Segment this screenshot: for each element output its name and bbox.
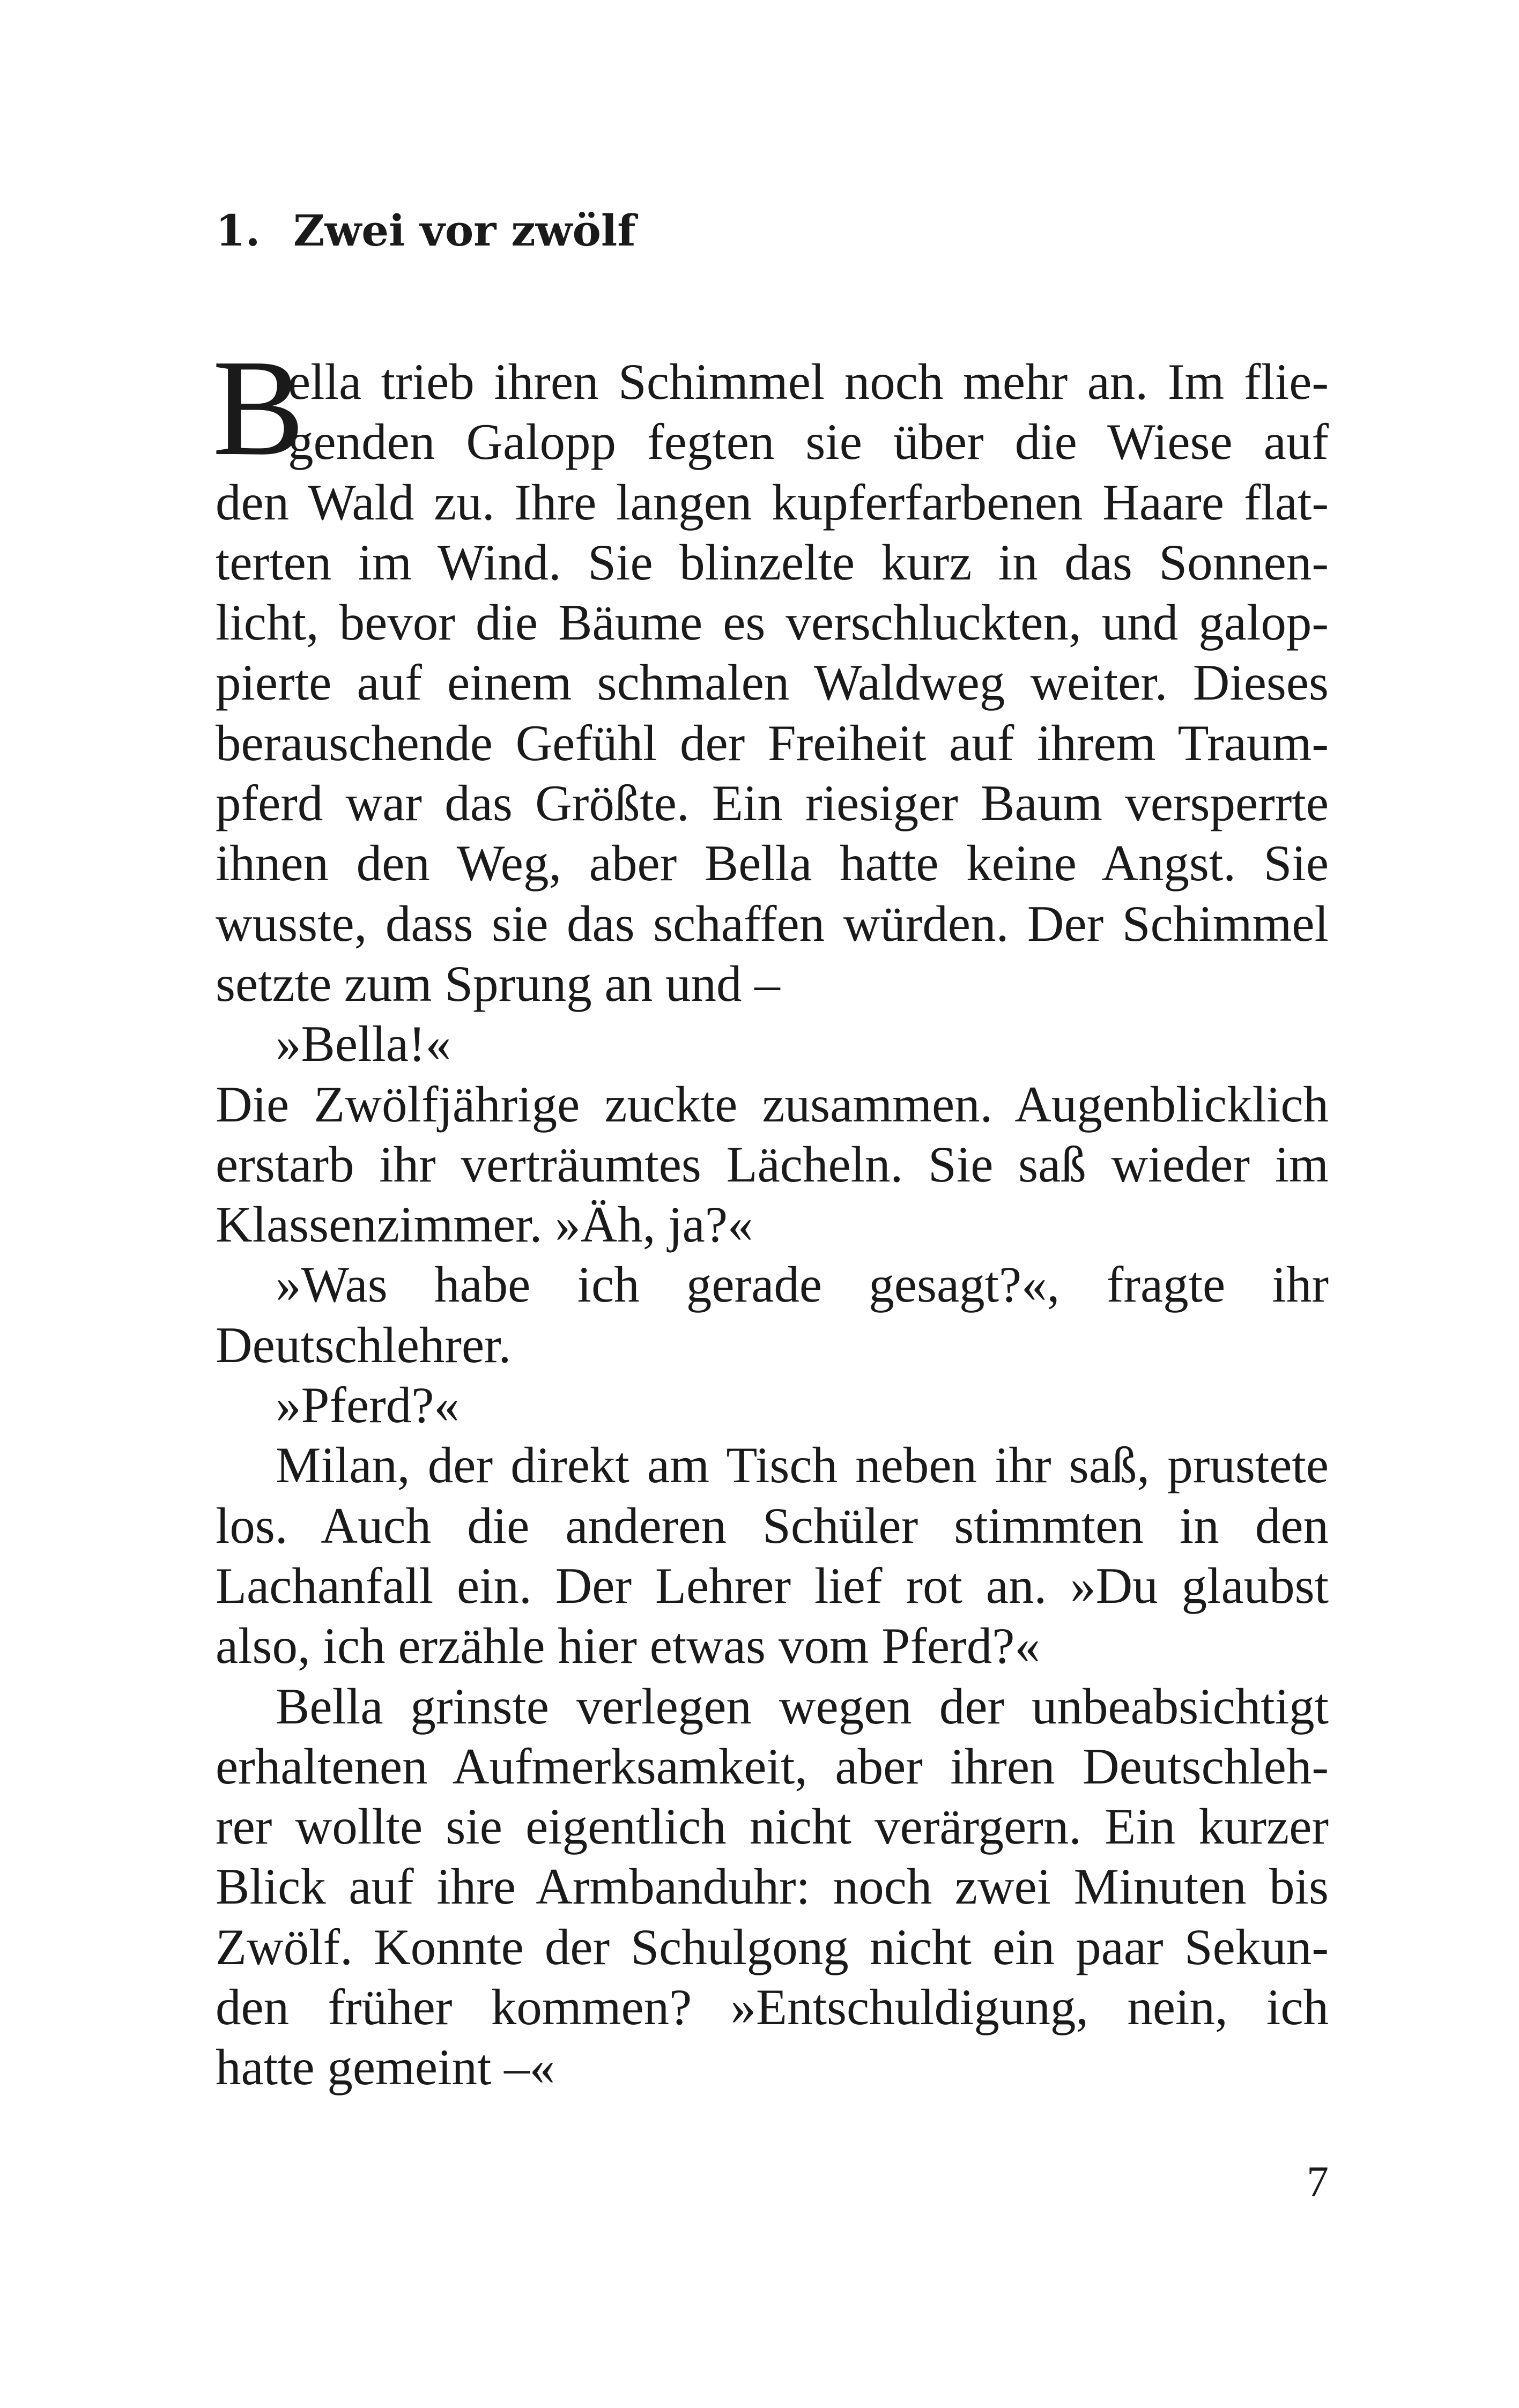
text-line: Deutschlehrer.	[216, 1316, 512, 1373]
text-line: Die Zwölfjährige zuckte zusammen. Augenblicklich	[216, 1075, 1329, 1133]
text-line: erhaltenen Aufmerksamkeit, aber ihren Deutschleh-	[216, 1737, 1329, 1795]
text-line: Bella grinste verlegen wegen der unbeabsichtigt	[276, 1677, 1329, 1735]
text-line: rer wollte sie eigentlich nicht verärgern. Ein kurzer	[216, 1798, 1329, 1855]
drop-cap: B	[212, 331, 305, 484]
text-line: licht, bevor die Bäume es verschluckten, und galop-	[216, 594, 1329, 651]
text-line: »Pferd?«	[276, 1377, 460, 1434]
page-number: 7	[1307, 2157, 1329, 2206]
text-line: Klassenzimmer. »Äh, ja?«	[216, 1196, 753, 1253]
text-line: pferd war das Größte. Ein riesiger Baum versperrte	[216, 775, 1329, 832]
text-line: »Was habe ich gerade gesagt?«, fragte ihr	[276, 1256, 1329, 1313]
text-line: Blick auf ihre Armbanduhr: noch zwei Minuten bis	[216, 1858, 1329, 1915]
text-line: Lachanfall ein. Der Lehrer lief rot an. »Du glaubst	[216, 1557, 1329, 1614]
text-line: genden Galopp fegten sie über die Wiese auf	[288, 413, 1329, 471]
text-line: wusste, dass sie das schaffen würden. Der Schimmel	[216, 895, 1329, 952]
text-line: hatte gemeint –«	[216, 2039, 555, 2096]
text-line: ihnen den Weg, aber Bella hatte keine Angst. Sie	[216, 835, 1329, 892]
chapter-number: 1.	[216, 205, 261, 256]
text-line: Milan, der direkt am Tisch neben ihr saß, prustete	[276, 1437, 1329, 1494]
text-line: »Bella!«	[276, 1015, 451, 1073]
text-line: berauschende Gefühl der Freiheit auf ihrem Traum-	[216, 714, 1329, 771]
text-line: also, ich erzähle hier etwas vom Pferd?«	[216, 1617, 1040, 1675]
first-paragraph-opening	[212, 331, 1329, 484]
text-line: den Wald zu. Ihre langen kupferfarbenen Haare flat-	[216, 473, 1329, 531]
text-line: setzte zum Sprung an und –	[216, 955, 780, 1012]
text-line: ella trieb ihren Schimmel noch mehr an. Im flie-	[288, 353, 1329, 410]
text-line: terten im Wind. Sie blinzelte kurz in das Sonnen-	[216, 533, 1329, 591]
chapter-heading	[216, 204, 636, 257]
text-line: los. Auch die anderen Schüler stimmten in den	[216, 1497, 1329, 1554]
chapter-title: Zwei vor zwölf	[293, 205, 636, 256]
chapter-body	[212, 331, 1329, 2098]
text-line: erstarb ihr verträumtes Lächeln. Sie saß wieder im	[216, 1135, 1329, 1193]
text-line: den früher kommen? »Entschuldigung, nein, ich	[216, 1979, 1329, 2036]
text-line: Zwölf. Konnte der Schulgong nicht ein paar Sekun-	[216, 1918, 1329, 1975]
text-line: pierte auf einem schmalen Waldweg weiter. Dieses	[216, 654, 1329, 711]
